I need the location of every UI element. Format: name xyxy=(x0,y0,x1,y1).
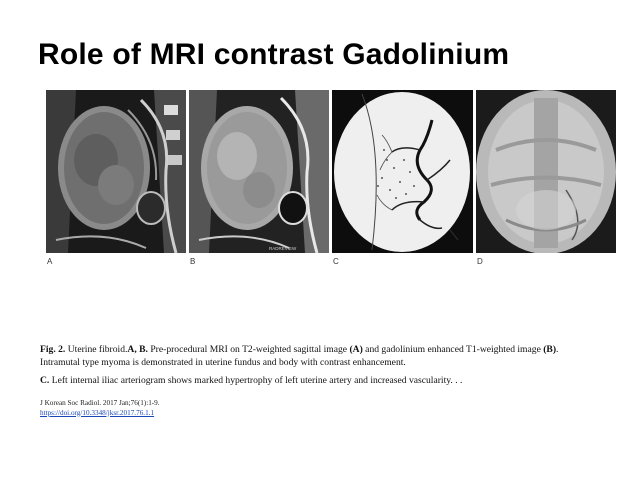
arteriogram-image-panel xyxy=(332,90,473,253)
figure-caption xyxy=(40,344,600,394)
caption-text: Uterine fibroid. xyxy=(65,344,128,355)
caption-ref-a: (A) xyxy=(349,344,363,355)
mri-t2-image xyxy=(46,90,186,253)
mri-t2-image-panel xyxy=(46,90,186,253)
mri-t1-gadolinium-image-panel xyxy=(189,90,329,253)
caption-bold-c: C. xyxy=(40,375,50,387)
panel-label-a: A xyxy=(47,257,53,266)
arteriogram-image xyxy=(332,90,473,253)
caption-text: Left internal iliac arteriogram shows marked hypertrophy of left uterine artery and increased vascularity. . . xyxy=(49,375,463,387)
slide-title: Role of MRI contrast Gadolinium xyxy=(38,38,510,71)
panel-label-d: D xyxy=(477,257,483,266)
panel-label-c: C xyxy=(333,257,339,266)
caption-bold-ab: A, B. xyxy=(127,344,148,355)
doi-link[interactable]: https://doi.org/10.3348/jksr.2017.76.1.1 xyxy=(40,408,155,417)
caption-text: Pre-procedural MRI on T2-weighted sagittal image xyxy=(147,344,350,355)
fluoroscopy-image xyxy=(476,90,616,253)
panel-label-b: B xyxy=(190,257,196,266)
caption-text: . Intramutal type myoma is demonstrated in uterine fundus and body with contrast enhancement. xyxy=(40,344,559,368)
fluoroscopy-image-panel xyxy=(476,90,616,253)
fig-number: Fig. 2. xyxy=(40,344,66,355)
mri-t1-gadolinium-image xyxy=(189,90,329,253)
caption-ref-b: (B) xyxy=(543,344,557,355)
caption-paragraph-c xyxy=(40,375,600,388)
journal-reference: J Korean Soc Radiol. 2017 Jan;76(1):1-9. xyxy=(40,399,160,407)
citation xyxy=(40,399,160,418)
caption-text: and gadolinium enhanced T1-weighted image xyxy=(362,344,544,355)
caption-paragraph-ab xyxy=(40,344,600,369)
image-watermark: RADREVIEW xyxy=(269,246,297,251)
